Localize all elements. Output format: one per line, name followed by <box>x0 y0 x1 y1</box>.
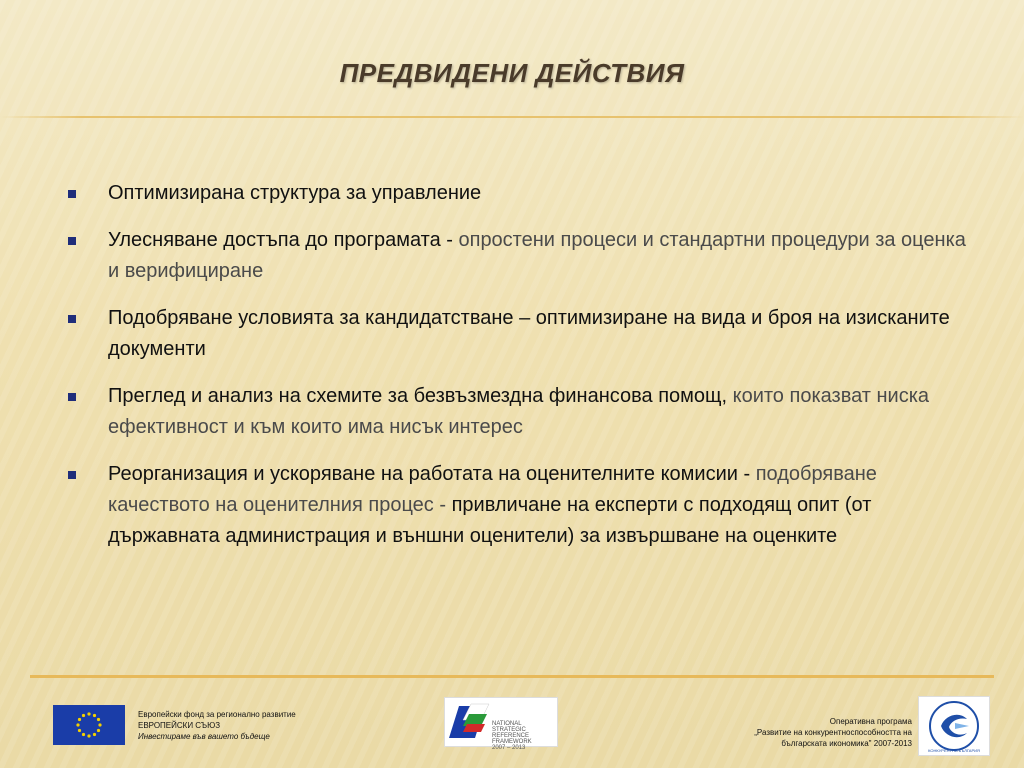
bullet-item <box>66 381 966 443</box>
nsrf-line: REFERENCE FRAMEWORK <box>492 733 532 745</box>
bullet-item <box>66 303 966 365</box>
eu-caption <box>138 709 296 742</box>
bullet-text-strong: Преглед и анализ на схемите за безвъзмездна финансова помощ, <box>108 385 728 407</box>
op-logo-icon <box>918 696 990 756</box>
op-caption <box>692 716 912 749</box>
bullet-text-strong: Подобряване условията за кандидатстване – оптимизиране на вида и броя на изисканите документи <box>108 307 950 360</box>
bullet-text-rest: опростени процеси и стандартни процедури за оценка и верифициране <box>108 229 966 282</box>
nsrf-years: 2007 – 2013 <box>492 745 526 751</box>
bullet-text-strong-2: привличане на експерти с подходящ опит (от държавната администрация и външни оценители) за извършване на оценките <box>108 494 872 547</box>
bullet-text-strong: Реорганизация и ускоряване на работата на оценителните комисии - <box>108 463 756 485</box>
nsrf-logo <box>444 697 558 751</box>
bullet-item <box>66 459 966 552</box>
square-bullet-icon <box>68 393 76 401</box>
eu-fund-label: Европейски фонд за регионално развитие <box>138 710 296 719</box>
square-bullet-icon <box>68 237 76 245</box>
bullet-item <box>66 178 966 209</box>
title-divider <box>0 116 1024 118</box>
footer-divider <box>30 675 994 678</box>
nsrf-line: NATIONAL <box>492 721 522 727</box>
square-bullet-icon <box>68 471 76 479</box>
bullet-text-rest: подобряване качеството на оценителния процес - <box>108 463 877 516</box>
eu-slogan: Инвестираме във вашето бъдеще <box>138 732 270 741</box>
eu-flag-icon <box>53 705 125 745</box>
op-line: „Развитие на конкурентноспособността на <box>754 728 912 737</box>
op-line: българската икономика" 2007-2013 <box>781 739 912 748</box>
eu-stars-icon <box>53 705 125 745</box>
bullet-text-strong: Оптимизирана структура за управление <box>108 182 482 204</box>
footer <box>0 690 1024 760</box>
bullet-list <box>66 178 966 568</box>
op-logo-text: КОНКУРЕНТНА БЪЛГАРИЯ <box>928 748 980 753</box>
slide-title: ПРЕДВИДЕНИ ДЕЙСТВИЯ <box>339 58 685 88</box>
op-line: Оперативна програма <box>829 717 912 726</box>
square-bullet-icon <box>68 190 76 198</box>
bullet-item <box>66 225 966 287</box>
bullet-text-rest: които показват ниска ефективност и към които има нисък интерес <box>108 385 930 438</box>
competitive-bulgaria-logo <box>919 697 989 755</box>
bullet-text-strong: Улесняване достъпа до програмата - <box>108 229 459 251</box>
eu-union-label: ЕВРОПЕЙСКИ СЪЮЗ <box>138 721 221 730</box>
nsrf-caption <box>492 721 557 751</box>
square-bullet-icon <box>68 315 76 323</box>
nsrf-line: STRATEGIC <box>492 727 526 733</box>
